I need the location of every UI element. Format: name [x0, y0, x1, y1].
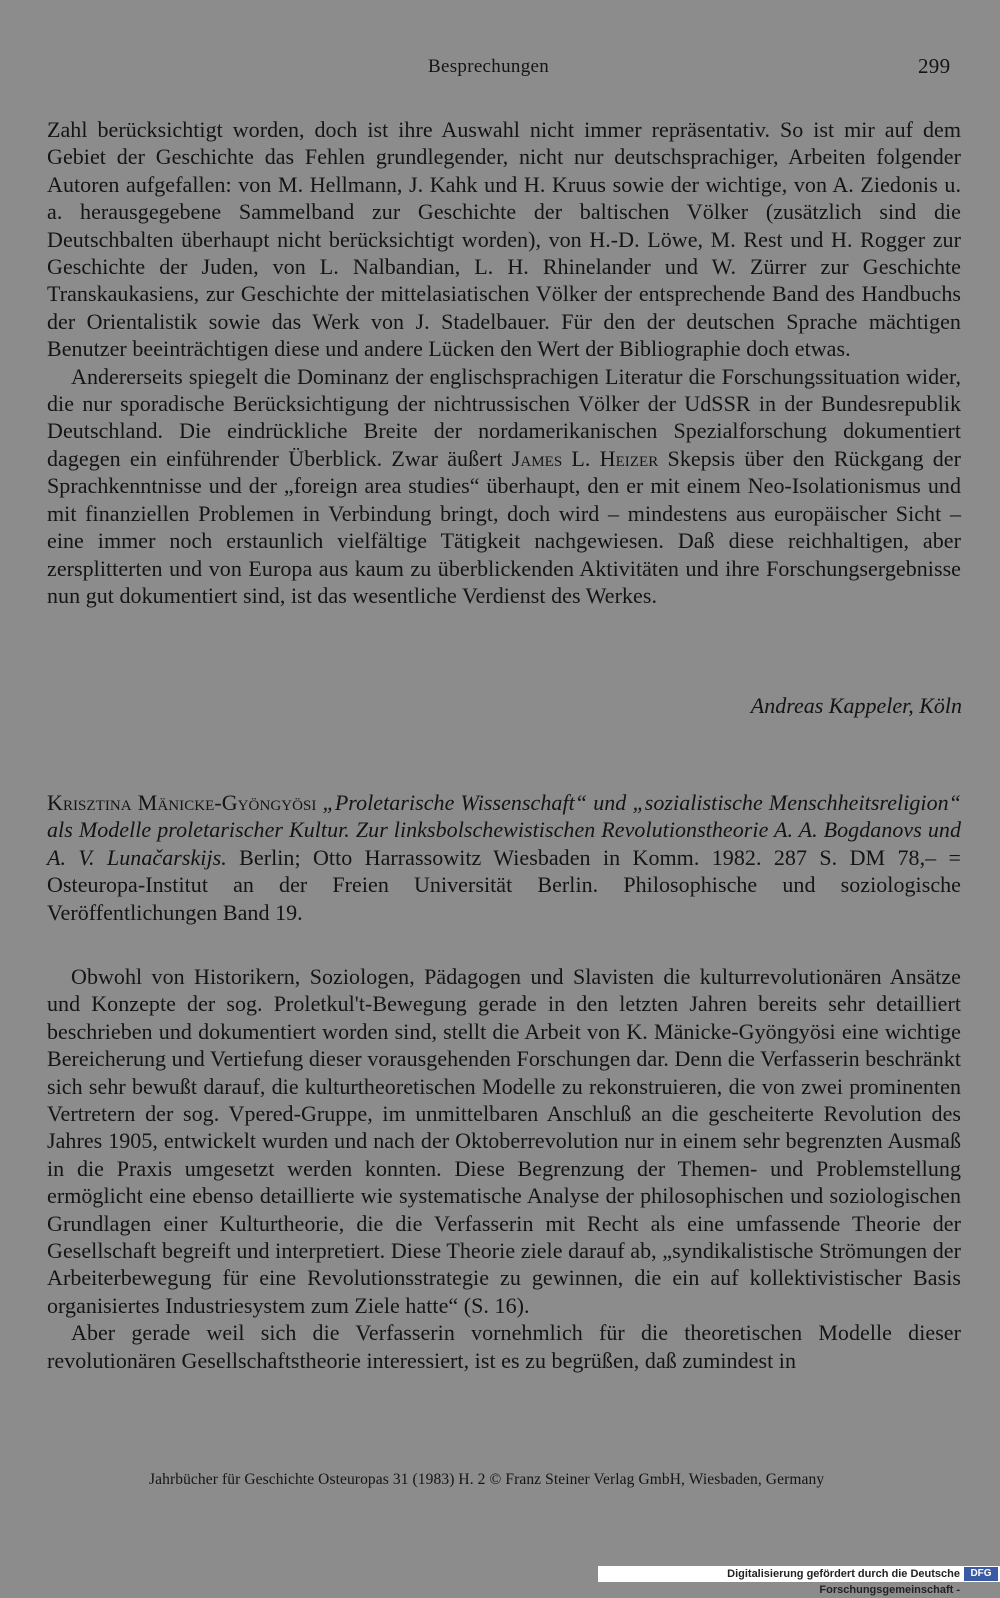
digitization-banner [598, 1566, 1000, 1596]
review-2-bibliographic-header [47, 789, 961, 926]
review-1-paragraph-1: Zahl berücksichtigt worden, doch ist ihre Auswahl nicht immer repräsentativ. So ist mir auf dem Gebiet der Geschichte das Fehlen grundlegender, nicht nur deutschsprachiger, Arbeiten folgender Autoren aufgefallen: von M. Hellmann, J. Kahk und H. Kruus sowie der wichtige, von A. Ziedonis u. a. herausgegebene Sammelband zur Geschichte der baltischen Völker (zusätzlich sind die Deutschbalten überhaupt nicht berücksichtigt worden), von H.-D. Löwe, M. Rest und H. Rogger zur Geschichte der Juden, von L. Nalbandian, L. H. Rhinelander und W. Zürrer zur Geschichte Transkaukasiens, zur Geschichte der mittelasiatischen Völker der entsprechende Band des Handbuchs der Orientalistik sowie das Werk von J. Stadelbauer. Für den der deutschen Sprache mächtigen Benutzer beeinträchtigen diese und andere Lücken den Wert der Bibliographie doch etwas. [47, 117, 961, 362]
review-2-publication-info: Berlin; Otto Harrassowitz Wiesbaden in Komm. 1982. 287 S. DM 78,– = Osteuropa-Institut an der Freien Universität Berlin. Philosophische und soziologische Veröffentlichungen Band 19. [47, 844, 961, 925]
review-1-text [47, 116, 961, 609]
review-2-paragraph-2: Aber gerade weil sich die Verfasserin vornehmlich für die theoretischen Modelle dieser revolutionären Gesellschaftstheorie interessiert, ist es zu begrüßen, daß zumindest in [47, 1320, 961, 1373]
review-2-citation [47, 789, 961, 926]
cited-author: James L. Heizer [511, 445, 659, 471]
digitization-note: Digitalisierung gefördert durch die Deutsche Forschungsgemeinschaft - [727, 1568, 960, 1596]
page-number: 299 [918, 54, 951, 78]
review-1-paragraph-2 [47, 363, 961, 610]
review-1-paragraph-2-part-1: Andererseits spiegelt die Dominanz der englischsprachigen Literatur die Forschungssituation wider, die nur sporadische Berücksichtigung der nichtrussischen Völker der UdSSR in der Bundesrepublik Deutschland. Die eindrückliche Breite der nordamerikanischen Spezialforschung dokumentiert dagegen ein einführender Überblick. Zwar äußert [47, 363, 961, 471]
journal-footer: Jahrbücher für Geschichte Osteuropas 31 (1983) H. 2 © Franz Steiner Verlag GmbH, Wiesbaden, Germany [149, 1471, 825, 1488]
review-2-author: Krisztina Mänicke-Gyöngyösi [47, 790, 317, 815]
review-2-paragraph-1: Obwohl von Historikern, Soziologen, Pädagogen und Slavisten die kulturrevolutionären Ansätze und Konzepte der sog. Proletkul't-Bewegung gerade in den letzten Jahren bereits sehr detailliert beschrieben und dokumentiert worden sind, stellt die Arbeit von K. Mänicke-Gyöngyösi eine wichtige Bereicherung und Vertiefung dieser vorausgehenden Forschungen dar. Denn die Verfasserin beschränkt sich sehr bewußt darauf, die kulturtheoretischen Modelle zu rekonstruieren, die von zwei prominenten Vertretern der sog. Vpered-Gruppe, im unmittelbaren Anschluß an die gescheiterte Revolution des Jahres 1905, entwickelt wurden und nach der Oktoberrevolution nur in einem sehr begrenzten Ausmaß in die Praxis umgesetzt werden konnten. Diese Begrenzung der Themen- und Problemstellung ermöglicht eine ebenso detaillierte wie systematische Analyse der philosophischen und soziologischen Grundlagen einer Kulturtheorie, die die Verfasserin mit Recht als eine umfassende Theorie der Gesellschaft begreift und interpretiert. Diese Theorie ziele darauf ab, „syndikalistische Strömungen der Arbeiterbewegung für eine Revolutionsstrategie zu gewinnen, die ein auf kollektivistischer Basis organisiertes Industriesystem zum Ziele hatte“ (S. 16). [47, 964, 961, 1318]
review-1-paragraph-2-part-2: Skepsis über den Rückgang der Sprachkenntnisse und der „foreign area studies“ überhaupt, den er mit einem Neo-Isolationismus und mit finanziellen Problemen in Verbindung bringt, doch wird – mindestens aus europäischer Sicht – eine immer noch erstaunlich vielfältige Tätigkeit nachgewiesen. Daß diese reichhaltigen, aber zersplitterten und von Europa aus kaum zu überblickenden Aktivitäten und ihre Forschungsergebnisse nun gut dokumentiert sind, ist das wesentliche Verdienst des Werkes. [47, 445, 961, 608]
review-2-book-title: „Proletarische Wissenschaft“ und „sozialistische Menschheitsreligion“ als Modelle proletarischer Kultur. Zur linksbolschewistischen Revolutionstheorie A. A. Bogdanovs und A. V. Lunačarskijs. [47, 790, 961, 870]
review-1-signature: Andreas Kappeler, Köln [750, 693, 962, 718]
dfg-logo-icon: DFG [964, 1567, 998, 1581]
running-head-title: Besprechungen [428, 56, 550, 77]
review-2-text [47, 963, 961, 1374]
